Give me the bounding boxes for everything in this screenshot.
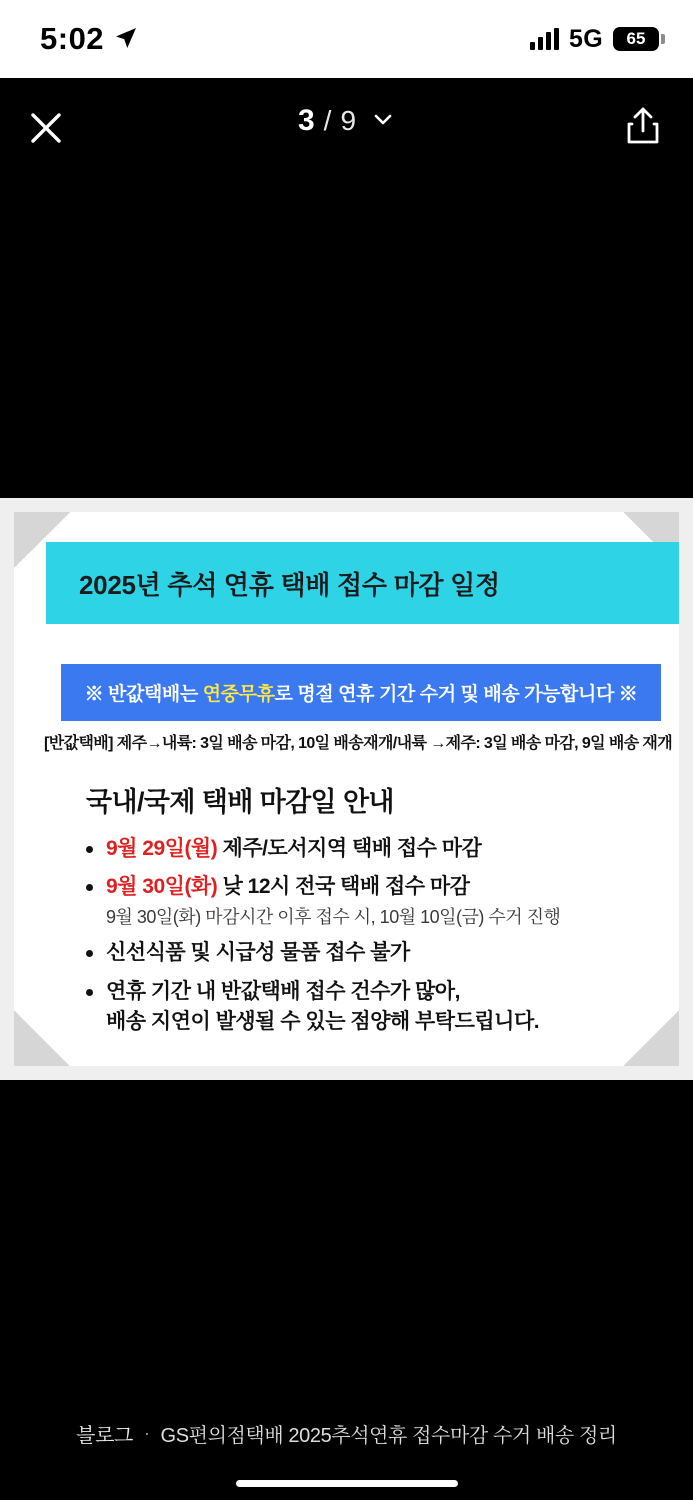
poster-bullet-list (86, 834, 666, 1045)
source-caption[interactable] (0, 1419, 693, 1448)
current-page: 3 (297, 104, 315, 137)
list-item (86, 872, 666, 930)
notice-highlight: 연중무휴 (202, 684, 275, 705)
viewer-top-bar (0, 78, 693, 178)
share-icon (626, 106, 660, 151)
total-pages: 9 (340, 105, 357, 136)
bullet-subtext: 9월 30일(화) 마감시간 이후 접수 시, 10월 10일(금) 수거 진행 (106, 906, 561, 927)
corner-ornament-bottom-left (14, 1010, 70, 1066)
page-counter[interactable] (0, 104, 693, 138)
status-bar (0, 0, 693, 78)
status-time-group (40, 20, 138, 58)
bullet-dot-icon (86, 884, 93, 891)
notice-text (85, 679, 638, 706)
bullet-date: 9월 29일(월) (106, 837, 218, 860)
network-label: 5G (569, 24, 603, 53)
location-arrow-icon (114, 22, 138, 58)
bullet-main (106, 872, 560, 902)
notice-prefix: ※ 반값택배는 (84, 684, 203, 705)
bullet-main (106, 834, 481, 864)
caption-title[interactable]: GS편의점택배 2025추석연휴 접수마감 수거 배송 정리 (160, 1425, 617, 1447)
bullet-dot-icon (86, 846, 93, 853)
bullet-rest: 낮 12시 전국 택배 접수 마감 (217, 875, 470, 899)
bullet-dot-icon (86, 989, 93, 996)
viewer-footer (0, 1400, 693, 1500)
list-item (86, 938, 666, 968)
notice-suffix: 로 명절 연휴 기간 수거 및 배송 가능합니다 ※ (274, 684, 638, 705)
poster-image[interactable] (0, 498, 693, 1080)
poster-header (46, 542, 679, 624)
bullet-main: 연휴 기간 내 반값택배 접수 건수가 많아, (106, 979, 460, 1003)
bullet-rest: 제주/도서지역 택배 접수 마감 (217, 837, 482, 860)
chevron-down-icon[interactable] (371, 107, 395, 136)
bullet-date: 9월 30일(화) (106, 875, 218, 899)
battery-icon (613, 27, 659, 51)
poster-canvas (14, 512, 679, 1066)
cellular-signal-icon (530, 28, 559, 50)
list-item (86, 977, 666, 1038)
status-time: 5:02 (40, 21, 105, 56)
list-item (86, 834, 666, 864)
bullet-main-second-line: 배송 지연이 발생될 수 있는 점양해 부탁드립니다. (106, 1009, 540, 1033)
battery-level: 65 (626, 29, 646, 48)
poster-section-title: 국내/국제 택배 마감일 안내 (86, 787, 394, 817)
poster-subnote: [반값택배] 제주→내륙: 3일 배송 마감, 10일 배송재개/내륙 →제주: 3일 배송 마감, 9일 배송 재개 (44, 735, 673, 752)
notice-banner (61, 664, 661, 721)
share-button[interactable] (617, 102, 669, 154)
home-indicator[interactable] (236, 1480, 458, 1487)
source-label[interactable]: 블로그 (76, 1425, 133, 1447)
caption-separator: · (143, 1423, 150, 1443)
status-right-group (530, 25, 659, 54)
bullet-main: 신선식품 및 시급성 물품 접수 불가 (106, 941, 410, 965)
poster-title: 2025년 추석 연휴 택배 접수 마감 일정 (79, 569, 500, 600)
page-separator: / (323, 105, 332, 136)
bullet-dot-icon (86, 950, 93, 957)
image-stage[interactable] (0, 178, 693, 1400)
